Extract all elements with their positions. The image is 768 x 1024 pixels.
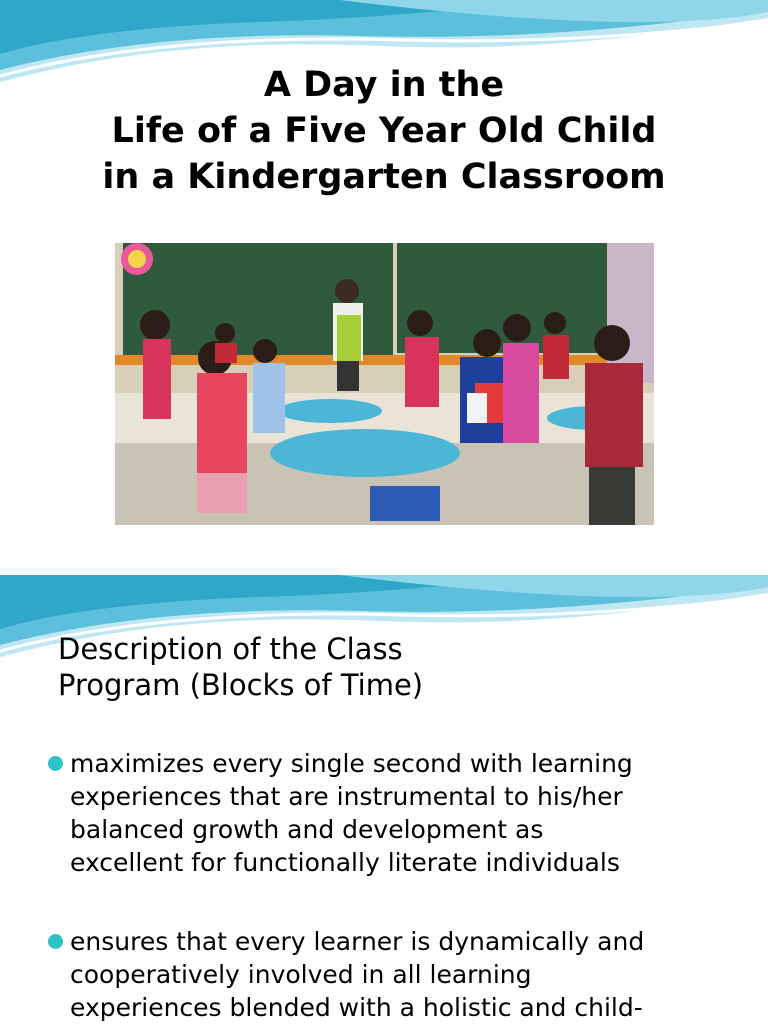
slide-title: A Day in the Life of a Five Year Old Child in a Kindergarten Classroom [102, 65, 666, 197]
classroom-photo [115, 243, 654, 525]
bullet-text: maximizes every single second with learning experiences that are instrumental to his/her balanced growth and development as excellent for functionally literate individuals [70, 749, 633, 877]
bullet-dot-icon [48, 756, 63, 771]
slide-heading: Description of the Class Program (Blocks of Time) [58, 632, 424, 702]
bullet-text: ensures that every learner is dynamically and cooperatively involved in all learning experiences blended with a holistic and child- [70, 927, 645, 1022]
slide-2 [0, 575, 768, 1024]
bullet-item [48, 925, 748, 1024]
bullet-dot-icon [48, 934, 63, 949]
slide-separator [0, 553, 768, 575]
bullet-item [48, 747, 748, 879]
